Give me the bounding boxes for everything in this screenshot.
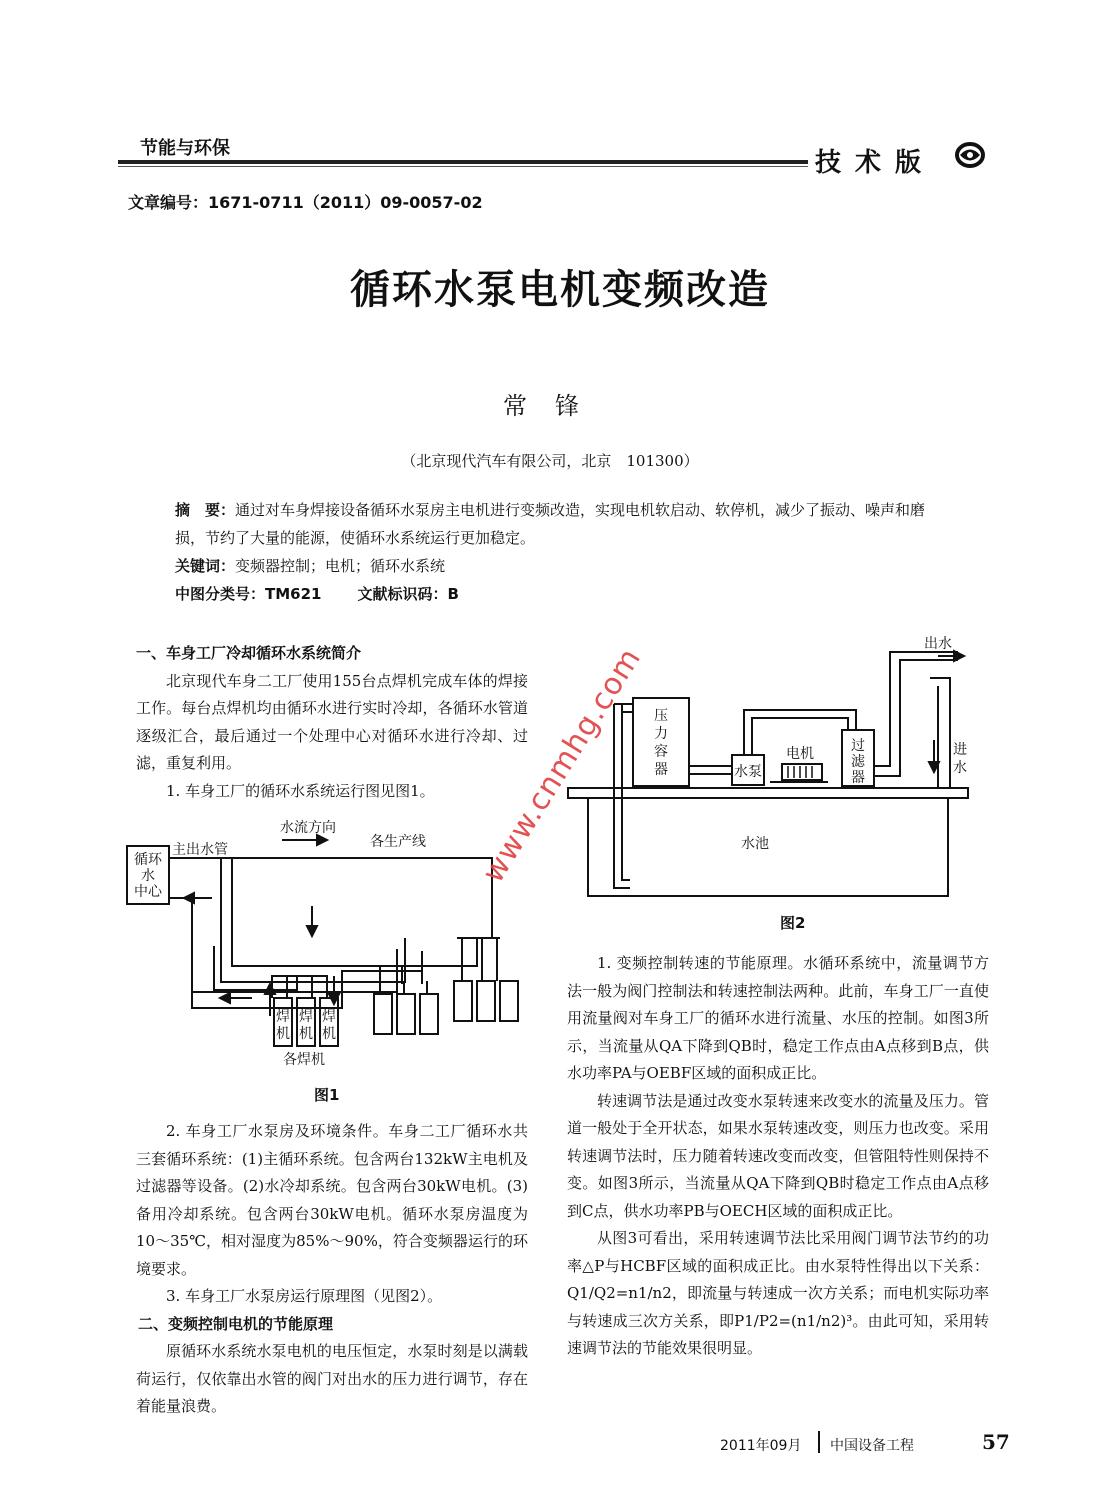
pool-top — [568, 788, 968, 798]
line-unit — [477, 981, 495, 1021]
figure-2-caption: 图2 — [780, 914, 806, 932]
line-unit — [454, 981, 472, 1021]
vessel-label-2: 力 — [654, 726, 668, 742]
footer-divider — [818, 1431, 820, 1453]
inlet-label-2: 水 — [953, 760, 967, 776]
production-lines-label: 各生产线 — [370, 834, 426, 850]
affiliation: （北京现代汽车有限公司，北京 101300） — [401, 452, 699, 470]
paragraph: 1. 车身工厂的循环水系统运行图见图1。 — [166, 781, 435, 800]
return-pipe-1 — [169, 898, 397, 992]
section-label: 节能与环保 — [140, 138, 230, 159]
paragraph: 2. 车身工厂水泵房及环境条件。车身二工厂循环水共三套循环系统：(1)主循环系统。包含两台132kW主电机及过滤器等设备。(2)水冷却系统。包含两台30kW电机。(3)备用冷却系统。包含两台30kW电机。循环水泵房温度为10～35℃，相对湿度为85%～90%，符合变频器运行的环境要求。 — [136, 1122, 528, 1278]
page-number: 57 — [982, 1430, 1010, 1454]
classification — [175, 580, 945, 608]
watermark: www.cnmhg.com — [475, 641, 649, 889]
figure-1-caption: 图1 — [314, 1086, 340, 1104]
suction-pipe — [614, 704, 630, 888]
pump-label: 水泵 — [734, 764, 762, 780]
line-unit — [500, 981, 518, 1021]
main-supply-pipe — [169, 858, 492, 938]
center-label-1: 循环 — [134, 852, 162, 868]
flow-direction-label: 水流方向 — [280, 820, 336, 836]
keywords — [175, 552, 945, 580]
header-rule — [118, 160, 808, 164]
abstract — [175, 496, 945, 552]
left-column-bottom — [136, 1118, 528, 1421]
outlet-label: 出水 — [924, 636, 952, 652]
left-arrow-head-icon — [220, 993, 230, 1003]
line-unit — [374, 994, 392, 1034]
outlet-arrow-head-icon — [954, 651, 964, 661]
paragraph: 北京现代车身二工厂使用155台点焊机完成车体的焊接工作。每台点焊机均由循环水进行实时冷却，各循环水管道逐级汇合，最后通过一个处理中心对循环水进行冷却、过滤，重复利用。 — [136, 671, 528, 772]
line-unit — [420, 994, 438, 1034]
paragraph: 3. 车身工厂水泵房运行原理图（见图2）。 — [166, 1287, 443, 1305]
author: 常锋 — [503, 392, 607, 420]
motor-fins-icon — [788, 766, 812, 778]
figure-1-diagram — [122, 816, 542, 1088]
article-number: 文章编号：1671-0711（2011）09-0057-02 — [128, 193, 483, 212]
return-pipe-3 — [214, 946, 297, 990]
center-label-2: 水 — [141, 868, 155, 884]
filter-label-2: 滤 — [851, 754, 865, 770]
welder-branches — [287, 976, 312, 998]
vessel-label-1: 压 — [654, 708, 668, 724]
abstract-text: 通过对车身焊接设备循环水泵房主电机进行变频改造，实现电机软启动、软停机，减少了振动、噪声和磨损，节约了大量的能源，使循环水系统运行更加稳定。 — [175, 501, 926, 547]
vessel-pump-pipe — [689, 766, 732, 774]
paragraph: 1. 变频控制转速的节能原理。水循环系统中，流量调节方法一般为阀门控制法和转速控制法两种。此前，车身工厂一直使用流量阀对车身工厂的循环水进行流量、水压的控制。如图3所示，当流量从QA下降到QB时，稳定工作点由A点移到B点，供水功率PA与OEBF区域的面积成正比。 — [567, 954, 989, 1082]
welder-manifold — [272, 976, 327, 998]
header-rule-thin — [118, 166, 808, 167]
keywords-label: 关键词： — [175, 557, 236, 575]
section-2-heading: 二、变频控制电机的节能原理 — [138, 1314, 334, 1333]
doc-code-label: 文献标识码： — [357, 585, 448, 603]
pool-label: 水池 — [741, 836, 769, 852]
filter-label-3: 器 — [851, 770, 865, 786]
keywords-text: 变频器控制；电机；循环水系统 — [235, 557, 446, 575]
section-1-heading: 一、车身工厂冷却循环水系统简介 — [136, 644, 362, 662]
supply-branch-2 — [232, 858, 477, 966]
filter-label-1: 过 — [851, 738, 865, 754]
inlet-label-1: 进 — [953, 742, 967, 758]
abstract-block — [175, 496, 945, 608]
abstract-label: 摘 要： — [175, 501, 236, 519]
edition-logo-icon — [955, 140, 985, 170]
paragraph: 原循环水系统水泵电机的电压恒定，水泵时刻是以满载荷运行，仅依靠出水管的阀门对出水的压力进行调节，存在着能量浪费。 — [136, 1342, 528, 1415]
center-label-3: 中心 — [134, 884, 162, 900]
welder-char-2: 机 — [299, 1026, 313, 1042]
vessel-label-3: 容 — [654, 744, 668, 760]
line-unit — [397, 994, 415, 1034]
return-arrow-head-icon — [184, 893, 194, 903]
outlet-pipe — [874, 652, 958, 776]
main-pipe-label: 主出水管 — [172, 842, 228, 858]
down-arrow-head-icon — [307, 926, 317, 936]
article-title: 循环水泵电机变频改造 — [350, 267, 770, 313]
welder-char-1: 焊 — [299, 1009, 313, 1025]
line-3-branches — [457, 938, 500, 981]
welder-char-2: 机 — [276, 1026, 290, 1042]
clc-value: TM621 — [265, 585, 322, 603]
welder-char-1: 焊 — [322, 1009, 336, 1025]
paragraph: 转速调节法是通过改变水泵转速来改变水的流量及压力。管道一般处于全开状态，如果水泵转速改变，则压力也改变。采用转速调节法时，压力随着转速改变而改变，但管阻特性则保持不变。如图3所示，当流量从QA下降到QB时稳定工作点由A点移到C点，供水功率PB与OECH区域的面积成正比。 — [567, 1091, 989, 1220]
edition-label: 技术版 — [815, 148, 936, 178]
up-arrow-head-icon — [265, 984, 275, 994]
footer-journal: 中国设备工程 — [830, 1438, 914, 1454]
welders-label: 各焊机 — [283, 1052, 325, 1068]
vessel-label-4: 器 — [654, 762, 668, 778]
right-column — [567, 950, 989, 1363]
flow-arrow-head-icon — [317, 835, 327, 845]
footer-date: 2011年09月 — [720, 1438, 802, 1454]
doc-code-value: B — [447, 585, 459, 603]
paragraph: 从图3可看出，采用转速调节法比采用阀门调节法节约的功率△P与HCBF区域的面积成正比。由水泵特性得出以下关系：Q1/Q2=n1/n2，即流量与转速成一次方关系；而电机实际功率与转速成三次方关系，即P1/P2=(n1/n2)³。由此可知，采用转速调节法的节能效果很明显。 — [567, 1229, 989, 1357]
welder-char-2: 机 — [322, 1026, 336, 1042]
left-column-top — [136, 640, 528, 805]
welder-char-1: 焊 — [276, 1009, 290, 1025]
clc-label: 中图分类号： — [175, 585, 266, 603]
motor-label: 电机 — [786, 746, 814, 762]
